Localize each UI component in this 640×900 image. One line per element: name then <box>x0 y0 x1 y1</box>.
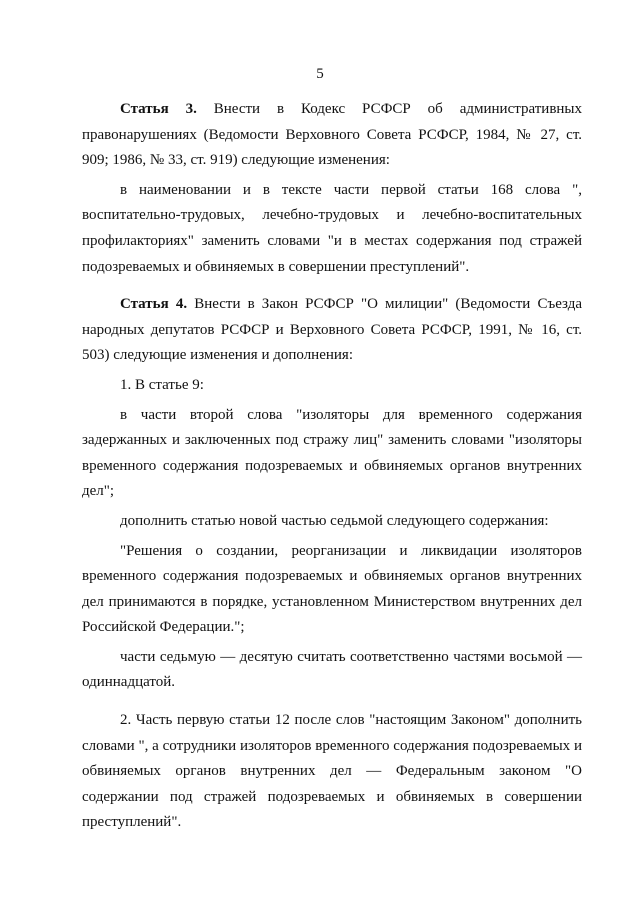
article-4-heading: Статья 4. <box>120 296 188 313</box>
article-4-item-1-paragraph-4: части седьмую — десятую считать соответственно частями восьмой — одиннадцатой. <box>82 648 582 691</box>
article-4-item-1-paragraph-1: в части второй слова "изоляторы для временного содержания задержанных и заключенных под стражу лиц" заменить словами "изоляторы временного содержания подозреваемых и обвиняемых органов внутренних дел"; <box>82 406 582 500</box>
article-4-item-1-paragraph-3: "Решения о создании, реорганизации и ликвидации изоляторов временного содержания подозреваемых и обвиняемых органов внутренних дел принимаются в порядке, установленном Министерством внутренних дел Российской Федерации."; <box>82 542 582 636</box>
article-3-heading: Статья 3. <box>120 101 197 117</box>
page-number: 5 <box>316 66 324 82</box>
article-4-item-1-paragraph-2: дополнить статью новой частью седьмой следующего содержания: <box>120 512 549 529</box>
article-3-intro <box>82 97 582 174</box>
article-4-intro <box>82 292 582 369</box>
article-3-paragraph-1: в наименовании и в тексте части первой статьи 168 слова ", воспитательно-трудовых, лечебно-трудовых и лечебно-воспитательных профилакториях" заменить словами "и в местах содержания под стражей подозреваемых и обвиняемых в совершении преступлений". <box>82 181 582 275</box>
article-4-item-2: 2. Часть первую статьи 12 после слов "настоящим Законом" дополнить словами ", а сотрудники изоляторов временного содержания подозреваемых и обвиняемых органов внутренних дел — Федеральным законом "О содержании под стражей подозреваемых и обвиняемых в совершении преступлений". <box>82 712 582 831</box>
article-4-intro-text: Внести в Закон РСФСР "О милиции" (Ведомости Съезда народных депутатов РСФСР и Верховного Совета РСФСР, 1991, № 16, ст. 503) следующие изменения и дополнения: <box>82 296 582 364</box>
article-3-intro-text: Внести в Кодекс РСФСР об административных правонарушениях (Ведомости Верховного Совета РСФСР, 1984, № 27, ст. 909; 1986, № 33, ст. 919) следующие изменения: <box>82 101 583 169</box>
article-4-item-1: 1. В статье 9: <box>120 376 204 393</box>
document-body <box>82 97 582 836</box>
